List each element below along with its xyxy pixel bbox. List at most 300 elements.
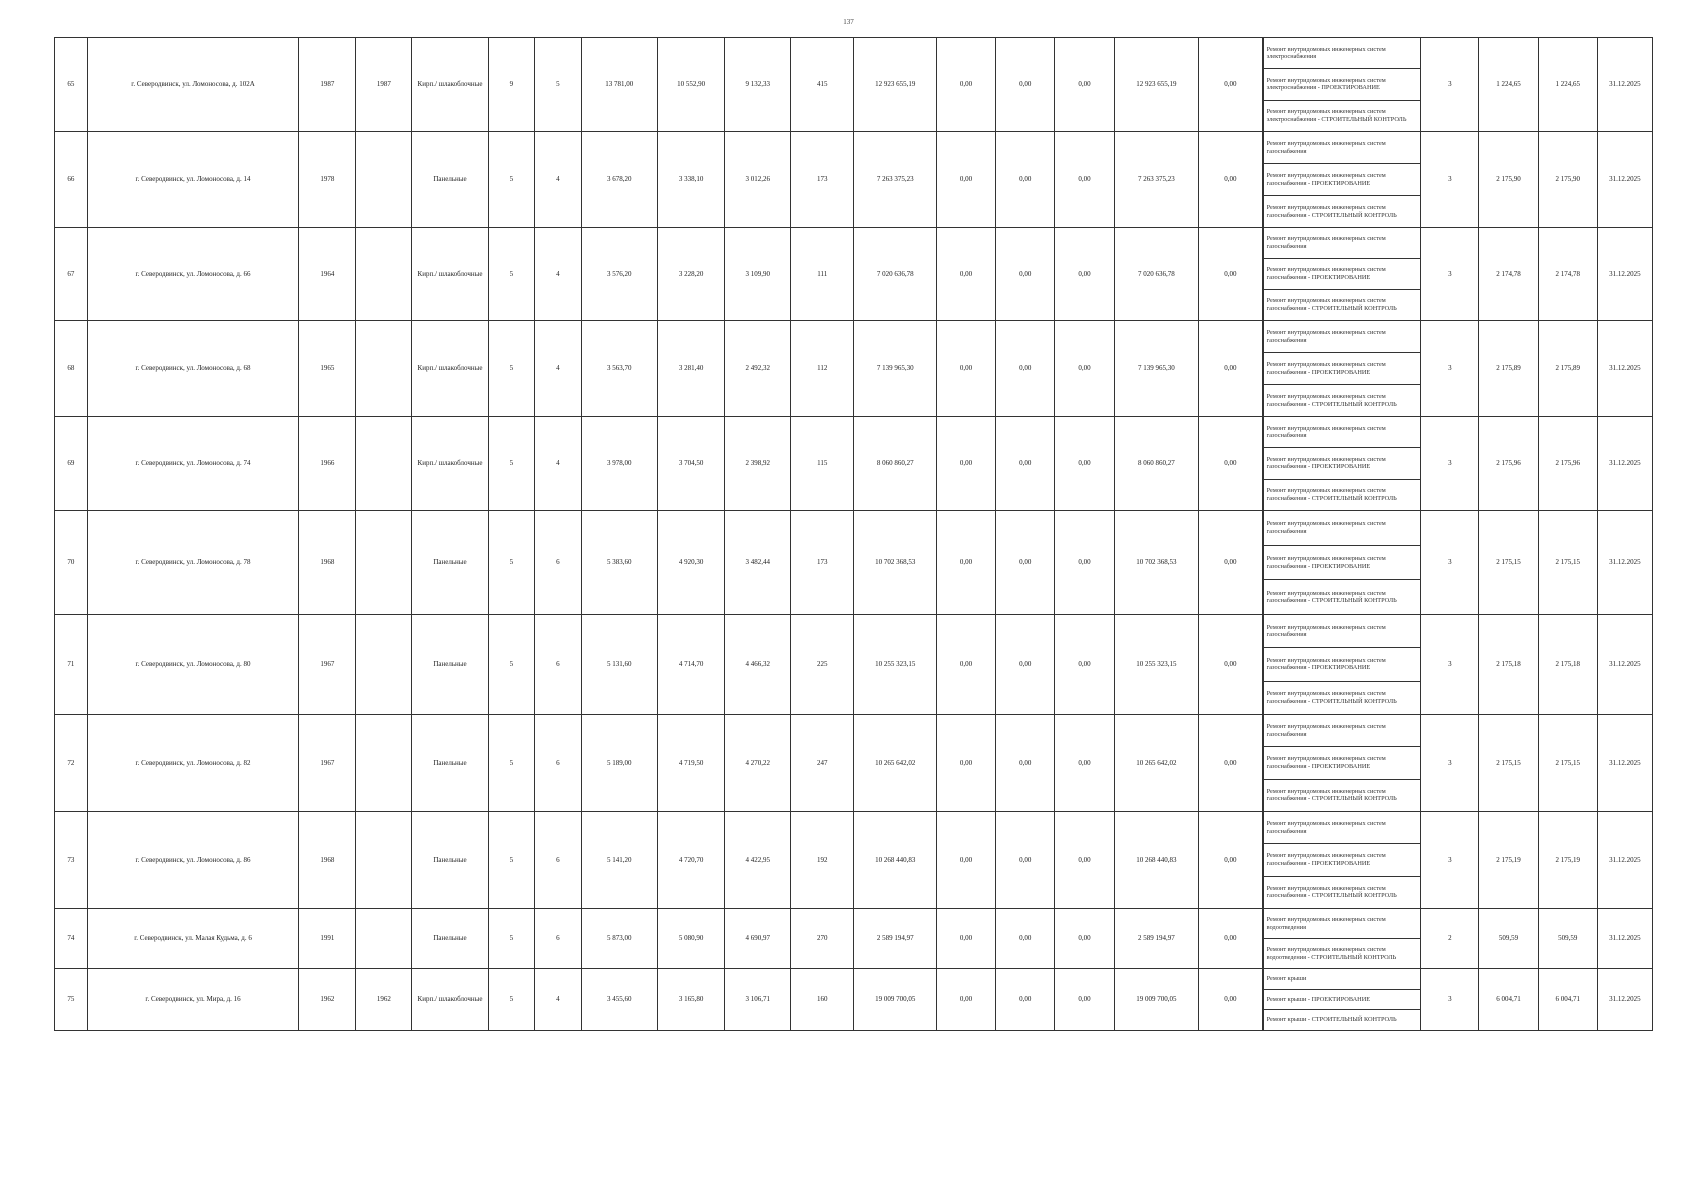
- area-owned-cell: 3 012,26: [725, 132, 791, 228]
- unit-cost-cell: 2 175,19: [1479, 812, 1538, 909]
- work-item: [1263, 990, 1421, 1011]
- year-built-cell: 1968: [299, 511, 356, 615]
- residents-cell: 247: [791, 715, 854, 812]
- work-item: [1263, 780, 1421, 811]
- unit-cost-max-cell: 2 175,18: [1538, 615, 1597, 715]
- fund-owners-cell: 12 923 655,19: [1114, 38, 1199, 132]
- table-body: [55, 38, 1653, 1031]
- work-item: [1263, 844, 1421, 876]
- works-list: [1263, 969, 1421, 1030]
- table-row: [55, 969, 1653, 1031]
- fund-owners-cell: 7 020 636,78: [1114, 228, 1199, 321]
- works-list: [1263, 38, 1421, 131]
- work-item: [1263, 580, 1421, 614]
- unit-cost-max-cell: 2 175,15: [1538, 511, 1597, 615]
- work-count-cell: 3: [1421, 969, 1479, 1031]
- area-total-cell: 3 563,70: [581, 321, 657, 417]
- fund-federal-cell: 0,00: [936, 417, 995, 511]
- floors-cell: 5: [488, 132, 535, 228]
- work-item: [1263, 511, 1421, 546]
- area-living-cell: 5 080,90: [657, 909, 725, 969]
- fund-local-cell: 0,00: [1055, 715, 1114, 812]
- fund-regional-cell: 0,00: [996, 132, 1055, 228]
- year-commission-cell: [356, 321, 412, 417]
- area-owned-cell: 4 466,32: [725, 615, 791, 715]
- work-item: [1263, 321, 1421, 353]
- cost-total-cell: 19 009 700,05: [854, 969, 936, 1031]
- unit-cost-max-cell: 6 004,71: [1538, 969, 1597, 1031]
- area-owned-cell: 3 482,44: [725, 511, 791, 615]
- work-item-text: Ремонт внутридомовых инженерных систем газоснабжения - СТРОИТЕЛЬНЫЙ КОНТРОЛЬ: [1266, 787, 1397, 803]
- work-item-text: Ремонт внутридомовых инженерных систем газоснабжения - ПРОЕКТИРОВАНИЕ: [1266, 171, 1386, 187]
- area-living-cell: 3 165,80: [657, 969, 725, 1031]
- residents-cell: 115: [791, 417, 854, 511]
- floors-cell: 5: [488, 812, 535, 909]
- work-item-text: Ремонт внутридомовых инженерных систем газоснабжения - СТРОИТЕЛЬНЫЙ КОНТРОЛЬ: [1266, 589, 1397, 605]
- work-item-text: Ремонт внутридомовых инженерных систем электроснабжения - СТРОИТЕЛЬНЫЙ КОНТРОЛЬ: [1266, 108, 1407, 123]
- works-cell: [1262, 615, 1421, 715]
- fund-regional-cell: 0,00: [996, 321, 1055, 417]
- unit-cost-cell: 2 175,89: [1479, 321, 1538, 417]
- unit-cost-max-cell: 2 174,78: [1538, 228, 1597, 321]
- fund-regional-cell: 0,00: [996, 969, 1055, 1031]
- work-item-text: Ремонт внутридомовых инженерных систем газоснабжения - ПРОЕКТИРОВАНИЕ: [1266, 852, 1386, 867]
- works-cell: [1262, 417, 1421, 511]
- work-item-text: Ремонт крыши - СТРОИТЕЛЬНЫЙ КОНТРОЛЬ: [1266, 1016, 1397, 1024]
- work-item-text: Ремонт внутридомовых инженерных систем водоотведения: [1266, 915, 1386, 931]
- cost-total-cell: 2 589 194,97: [854, 909, 936, 969]
- residents-cell: 111: [791, 228, 854, 321]
- address-cell: г. Северодвинск, ул. Ломоносова, д. 102А: [87, 38, 299, 132]
- work-item: [1263, 546, 1421, 581]
- works-list: [1263, 321, 1421, 416]
- work-count-cell: 3: [1421, 228, 1479, 321]
- address-cell: г. Северодвинск, ул. Ломоносова, д. 80: [87, 615, 299, 715]
- unit-cost-cell: 2 175,18: [1479, 615, 1538, 715]
- unit-cost-max-cell: 2 175,89: [1538, 321, 1597, 417]
- work-item: [1263, 1010, 1421, 1030]
- area-total-cell: 13 781,00: [581, 38, 657, 132]
- work-item: [1263, 132, 1421, 164]
- area-owned-cell: 3 106,71: [725, 969, 791, 1031]
- unit-cost-cell: 2 174,78: [1479, 228, 1538, 321]
- area-total-cell: 5 189,00: [581, 715, 657, 812]
- fund-federal-cell: 0,00: [936, 321, 995, 417]
- year-commission-cell: [356, 132, 412, 228]
- fund-other-cell: 0,00: [1199, 38, 1262, 132]
- area-owned-cell: 4 270,22: [725, 715, 791, 812]
- unit-cost-max-cell: 509,59: [1538, 909, 1597, 969]
- residents-cell: 173: [791, 511, 854, 615]
- work-item: [1263, 101, 1421, 131]
- cost-total-cell: 10 702 368,53: [854, 511, 936, 615]
- unit-cost-cell: 1 224,65: [1479, 38, 1538, 132]
- work-count-cell: 3: [1421, 132, 1479, 228]
- works-list: [1263, 228, 1421, 320]
- work-item-text: Ремонт внутридомовых инженерных систем газоснабжения: [1266, 623, 1386, 639]
- area-total-cell: 3 678,20: [581, 132, 657, 228]
- entrances-cell: 4: [535, 969, 582, 1031]
- fund-local-cell: 0,00: [1055, 228, 1114, 321]
- work-item-text: Ремонт внутридомовых инженерных систем газоснабжения: [1266, 723, 1386, 738]
- cost-total-cell: 10 268 440,83: [854, 812, 936, 909]
- unit-cost-cell: 6 004,71: [1479, 969, 1538, 1031]
- area-living-cell: 4 719,50: [657, 715, 725, 812]
- work-item: [1263, 747, 1421, 779]
- fund-local-cell: 0,00: [1055, 321, 1114, 417]
- fund-regional-cell: 0,00: [996, 715, 1055, 812]
- wall-material-cell: Панельные: [412, 615, 488, 715]
- entrances-cell: 6: [535, 715, 582, 812]
- fund-other-cell: 0,00: [1199, 812, 1262, 909]
- area-owned-cell: 4 690,97: [725, 909, 791, 969]
- works-list: [1263, 909, 1421, 968]
- fund-federal-cell: 0,00: [936, 615, 995, 715]
- row-number: 69: [55, 417, 88, 511]
- work-item-text: Ремонт внутридомовых инженерных систем газоснабжения - СТРОИТЕЛЬНЫЙ КОНТРОЛЬ: [1266, 690, 1397, 705]
- fund-other-cell: 0,00: [1199, 417, 1262, 511]
- fund-other-cell: 0,00: [1199, 228, 1262, 321]
- year-commission-cell: [356, 715, 412, 812]
- works-list: [1263, 417, 1421, 510]
- year-commission-cell: 1987: [356, 38, 412, 132]
- work-item-text: Ремонт внутридомовых инженерных систем электроснабжения: [1266, 45, 1386, 61]
- fund-other-cell: 0,00: [1199, 909, 1262, 969]
- fund-owners-cell: 10 265 642,02: [1114, 715, 1199, 812]
- work-item-text: Ремонт внутридомовых инженерных систем газоснабжения - СТРОИТЕЛЬНЫЙ КОНТРОЛЬ: [1266, 487, 1397, 502]
- unit-cost-max-cell: 2 175,96: [1538, 417, 1597, 511]
- work-count-cell: 3: [1421, 511, 1479, 615]
- area-owned-cell: 9 132,33: [725, 38, 791, 132]
- fund-other-cell: 0,00: [1199, 132, 1262, 228]
- work-item: [1263, 939, 1421, 968]
- row-number: 65: [55, 38, 88, 132]
- fund-federal-cell: 0,00: [936, 132, 995, 228]
- entrances-cell: 6: [535, 812, 582, 909]
- fund-owners-cell: 8 060 860,27: [1114, 417, 1199, 511]
- deadline-cell: 31.12.2025: [1597, 321, 1652, 417]
- works-cell: [1262, 969, 1421, 1031]
- work-item-text: Ремонт крыши: [1266, 975, 1307, 983]
- residents-cell: 112: [791, 321, 854, 417]
- fund-other-cell: 0,00: [1199, 321, 1262, 417]
- residents-cell: 415: [791, 38, 854, 132]
- fund-federal-cell: 0,00: [936, 969, 995, 1031]
- entrances-cell: 6: [535, 909, 582, 969]
- work-item-text: Ремонт внутридомовых инженерных систем газоснабжения - СТРОИТЕЛЬНЫЙ КОНТРОЛЬ: [1266, 297, 1397, 312]
- wall-material-cell: Кирп./ шлакоблочные: [412, 321, 488, 417]
- wall-material-cell: Кирп./ шлакоблочные: [412, 417, 488, 511]
- work-item: [1263, 648, 1421, 681]
- deadline-cell: 31.12.2025: [1597, 909, 1652, 969]
- table-row: [55, 812, 1653, 909]
- work-item-text: Ремонт внутридомовых инженерных систем газоснабжения - ПРОЕКТИРОВАНИЕ: [1266, 266, 1386, 281]
- work-item-text: Ремонт внутридомовых инженерных систем газоснабжения - ПРОЕКТИРОВАНИЕ: [1266, 755, 1386, 770]
- area-living-cell: 4 714,70: [657, 615, 725, 715]
- wall-material-cell: Кирп./ шлакоблочные: [412, 38, 488, 132]
- fund-local-cell: 0,00: [1055, 969, 1114, 1031]
- housing-register-table: [54, 37, 1653, 1031]
- work-item-text: Ремонт внутридомовых инженерных систем водоотведения - СТРОИТЕЛЬНЫЙ КОНТРОЛЬ: [1266, 945, 1397, 961]
- fund-regional-cell: 0,00: [996, 909, 1055, 969]
- work-item-text: Ремонт внутридомовых инженерных систем газоснабжения: [1266, 424, 1386, 440]
- fund-owners-cell: 10 255 323,15: [1114, 615, 1199, 715]
- table-row: [55, 417, 1653, 511]
- fund-federal-cell: 0,00: [936, 38, 995, 132]
- fund-regional-cell: 0,00: [996, 417, 1055, 511]
- works-cell: [1262, 909, 1421, 969]
- fund-owners-cell: 7 263 375,23: [1114, 132, 1199, 228]
- floors-cell: 9: [488, 38, 535, 132]
- year-built-cell: 1991: [299, 909, 356, 969]
- fund-owners-cell: 7 139 965,30: [1114, 321, 1199, 417]
- cost-total-cell: 7 139 965,30: [854, 321, 936, 417]
- work-item: [1263, 909, 1421, 939]
- entrances-cell: 4: [535, 321, 582, 417]
- fund-local-cell: 0,00: [1055, 417, 1114, 511]
- row-number: 67: [55, 228, 88, 321]
- work-item: [1263, 385, 1421, 416]
- fund-regional-cell: 0,00: [996, 228, 1055, 321]
- row-number: 74: [55, 909, 88, 969]
- work-item: [1263, 259, 1421, 290]
- table-row: [55, 321, 1653, 417]
- cost-total-cell: 10 265 642,02: [854, 715, 936, 812]
- fund-other-cell: 0,00: [1199, 715, 1262, 812]
- fund-local-cell: 0,00: [1055, 812, 1114, 909]
- area-total-cell: 5 141,20: [581, 812, 657, 909]
- residents-cell: 270: [791, 909, 854, 969]
- work-item: [1263, 615, 1421, 648]
- work-item: [1263, 228, 1421, 259]
- area-living-cell: 4 720,70: [657, 812, 725, 909]
- work-item: [1263, 969, 1421, 990]
- works-list: [1263, 132, 1421, 227]
- address-cell: г. Северодвинск, ул. Ломоносова, д. 82: [87, 715, 299, 812]
- residents-cell: 225: [791, 615, 854, 715]
- fund-owners-cell: 2 589 194,97: [1114, 909, 1199, 969]
- floors-cell: 5: [488, 909, 535, 969]
- works-list: [1263, 715, 1421, 811]
- area-living-cell: 3 281,40: [657, 321, 725, 417]
- work-item: [1263, 290, 1421, 320]
- entrances-cell: 4: [535, 417, 582, 511]
- work-item-text: Ремонт внутридомовых инженерных систем газоснабжения - СТРОИТЕЛЬНЫЙ КОНТРОЛЬ: [1266, 203, 1397, 219]
- table-row: [55, 909, 1653, 969]
- year-built-cell: 1967: [299, 715, 356, 812]
- deadline-cell: 31.12.2025: [1597, 615, 1652, 715]
- residents-cell: 160: [791, 969, 854, 1031]
- year-built-cell: 1978: [299, 132, 356, 228]
- address-cell: г. Северодвинск, ул. Ломоносова, д. 74: [87, 417, 299, 511]
- year-built-cell: 1962: [299, 969, 356, 1031]
- residents-cell: 192: [791, 812, 854, 909]
- unit-cost-max-cell: 2 175,90: [1538, 132, 1597, 228]
- fund-federal-cell: 0,00: [936, 909, 995, 969]
- work-item: [1263, 196, 1421, 227]
- table-row: [55, 132, 1653, 228]
- work-count-cell: 3: [1421, 715, 1479, 812]
- work-item-text: Ремонт внутридомовых инженерных систем газоснабжения: [1266, 235, 1386, 250]
- residents-cell: 173: [791, 132, 854, 228]
- work-item-text: Ремонт внутридомовых инженерных систем газоснабжения - ПРОЕКТИРОВАНИЕ: [1266, 554, 1386, 570]
- address-cell: г. Северодвинск, ул. Ломоносова, д. 66: [87, 228, 299, 321]
- work-count-cell: 3: [1421, 812, 1479, 909]
- area-total-cell: 5 383,60: [581, 511, 657, 615]
- unit-cost-max-cell: 2 175,15: [1538, 715, 1597, 812]
- area-living-cell: 3 338,10: [657, 132, 725, 228]
- entrances-cell: 6: [535, 615, 582, 715]
- area-living-cell: 10 552,90: [657, 38, 725, 132]
- row-number: 66: [55, 132, 88, 228]
- unit-cost-max-cell: 1 224,65: [1538, 38, 1597, 132]
- work-count-cell: 2: [1421, 909, 1479, 969]
- wall-material-cell: Панельные: [412, 715, 488, 812]
- fund-regional-cell: 0,00: [996, 615, 1055, 715]
- entrances-cell: 4: [535, 228, 582, 321]
- works-cell: [1262, 812, 1421, 909]
- works-cell: [1262, 511, 1421, 615]
- fund-other-cell: 0,00: [1199, 969, 1262, 1031]
- work-item: [1263, 353, 1421, 385]
- fund-other-cell: 0,00: [1199, 615, 1262, 715]
- works-cell: [1262, 132, 1421, 228]
- fund-local-cell: 0,00: [1055, 909, 1114, 969]
- year-built-cell: 1987: [299, 38, 356, 132]
- unit-cost-cell: 2 175,90: [1479, 132, 1538, 228]
- wall-material-cell: Панельные: [412, 909, 488, 969]
- unit-cost-cell: 2 175,15: [1479, 715, 1538, 812]
- year-commission-cell: [356, 228, 412, 321]
- area-living-cell: 4 920,30: [657, 511, 725, 615]
- works-list: [1263, 812, 1421, 908]
- year-built-cell: 1967: [299, 615, 356, 715]
- page-number: 137: [843, 18, 854, 26]
- unit-cost-max-cell: 2 175,19: [1538, 812, 1597, 909]
- entrances-cell: 5: [535, 38, 582, 132]
- works-list: [1263, 615, 1421, 714]
- fund-regional-cell: 0,00: [996, 38, 1055, 132]
- fund-owners-cell: 19 009 700,05: [1114, 969, 1199, 1031]
- address-cell: г. Северодвинск, ул. Ломоносова, д. 86: [87, 812, 299, 909]
- row-number: 73: [55, 812, 88, 909]
- work-item-text: Ремонт внутридомовых инженерных систем газоснабжения: [1266, 328, 1386, 344]
- works-cell: [1262, 321, 1421, 417]
- table-row: [55, 715, 1653, 812]
- work-item-text: Ремонт крыши - ПРОЕКТИРОВАНИЕ: [1266, 995, 1371, 1003]
- year-built-cell: 1968: [299, 812, 356, 909]
- work-item-text: Ремонт внутридомовых инженерных систем газоснабжения: [1266, 520, 1386, 535]
- fund-other-cell: 0,00: [1199, 511, 1262, 615]
- fund-federal-cell: 0,00: [936, 511, 995, 615]
- deadline-cell: 31.12.2025: [1597, 715, 1652, 812]
- floors-cell: 5: [488, 321, 535, 417]
- area-total-cell: 3 455,60: [581, 969, 657, 1031]
- deadline-cell: 31.12.2025: [1597, 812, 1652, 909]
- fund-regional-cell: 0,00: [996, 511, 1055, 615]
- area-owned-cell: 2 398,92: [725, 417, 791, 511]
- floors-cell: 5: [488, 417, 535, 511]
- row-number: 75: [55, 969, 88, 1031]
- fund-local-cell: 0,00: [1055, 511, 1114, 615]
- year-built-cell: 1965: [299, 321, 356, 417]
- work-item-text: Ремонт внутридомовых инженерных систем газоснабжения - ПРОЕКТИРОВАНИЕ: [1266, 455, 1386, 471]
- wall-material-cell: Кирп./ шлакоблочные: [412, 228, 488, 321]
- fund-local-cell: 0,00: [1055, 132, 1114, 228]
- year-commission-cell: 1962: [356, 969, 412, 1031]
- work-item: [1263, 38, 1421, 69]
- address-cell: г. Северодвинск, ул. Ломоносова, д. 78: [87, 511, 299, 615]
- unit-cost-cell: 509,59: [1479, 909, 1538, 969]
- work-item: [1263, 164, 1421, 196]
- fund-federal-cell: 0,00: [936, 812, 995, 909]
- floors-cell: 5: [488, 228, 535, 321]
- work-item: [1263, 448, 1421, 479]
- area-living-cell: 3 704,50: [657, 417, 725, 511]
- floors-cell: 5: [488, 511, 535, 615]
- works-cell: [1262, 228, 1421, 321]
- area-total-cell: 3 978,00: [581, 417, 657, 511]
- wall-material-cell: Панельные: [412, 132, 488, 228]
- deadline-cell: 31.12.2025: [1597, 417, 1652, 511]
- area-owned-cell: 2 492,32: [725, 321, 791, 417]
- work-item: [1263, 682, 1421, 714]
- cost-total-cell: 8 060 860,27: [854, 417, 936, 511]
- work-count-cell: 3: [1421, 417, 1479, 511]
- work-item: [1263, 715, 1421, 747]
- work-item: [1263, 480, 1421, 510]
- work-item-text: Ремонт внутридомовых инженерных систем газоснабжения - СТРОИТЕЛЬНЫЙ КОНТРОЛЬ: [1266, 884, 1397, 900]
- row-number: 72: [55, 715, 88, 812]
- entrances-cell: 4: [535, 132, 582, 228]
- work-item: [1263, 812, 1421, 844]
- work-item-text: Ремонт внутридомовых инженерных систем газоснабжения - ПРОЕКТИРОВАНИЕ: [1266, 360, 1386, 376]
- works-cell: [1262, 38, 1421, 132]
- floors-cell: 5: [488, 615, 535, 715]
- area-owned-cell: 4 422,95: [725, 812, 791, 909]
- year-commission-cell: [356, 812, 412, 909]
- works-cell: [1262, 715, 1421, 812]
- year-built-cell: 1964: [299, 228, 356, 321]
- fund-local-cell: 0,00: [1055, 38, 1114, 132]
- work-item-text: Ремонт внутридомовых инженерных систем газоснабжения: [1266, 820, 1386, 835]
- row-number: 71: [55, 615, 88, 715]
- deadline-cell: 31.12.2025: [1597, 969, 1652, 1031]
- work-item-text: Ремонт внутридомовых инженерных систем газоснабжения: [1266, 139, 1386, 155]
- row-number: 70: [55, 511, 88, 615]
- table-row: [55, 228, 1653, 321]
- area-total-cell: 5 131,60: [581, 615, 657, 715]
- work-item-text: Ремонт внутридомовых инженерных систем газоснабжения - СТРОИТЕЛЬНЫЙ КОНТРОЛЬ: [1266, 392, 1397, 408]
- floors-cell: 5: [488, 715, 535, 812]
- table-row: [55, 615, 1653, 715]
- address-cell: г. Северодвинск, ул. Малая Кудьма, д. 6: [87, 909, 299, 969]
- wall-material-cell: Панельные: [412, 511, 488, 615]
- work-item-text: Ремонт внутридомовых инженерных систем газоснабжения - ПРОЕКТИРОВАНИЕ: [1266, 656, 1386, 672]
- deadline-cell: 31.12.2025: [1597, 228, 1652, 321]
- area-owned-cell: 3 109,90: [725, 228, 791, 321]
- address-cell: г. Северодвинск, ул. Мира, д. 16: [87, 969, 299, 1031]
- deadline-cell: 31.12.2025: [1597, 132, 1652, 228]
- works-list: [1263, 511, 1421, 614]
- year-commission-cell: [356, 909, 412, 969]
- work-count-cell: 3: [1421, 38, 1479, 132]
- fund-regional-cell: 0,00: [996, 812, 1055, 909]
- cost-total-cell: 10 255 323,15: [854, 615, 936, 715]
- fund-owners-cell: 10 268 440,83: [1114, 812, 1199, 909]
- work-count-cell: 3: [1421, 615, 1479, 715]
- row-number: 68: [55, 321, 88, 417]
